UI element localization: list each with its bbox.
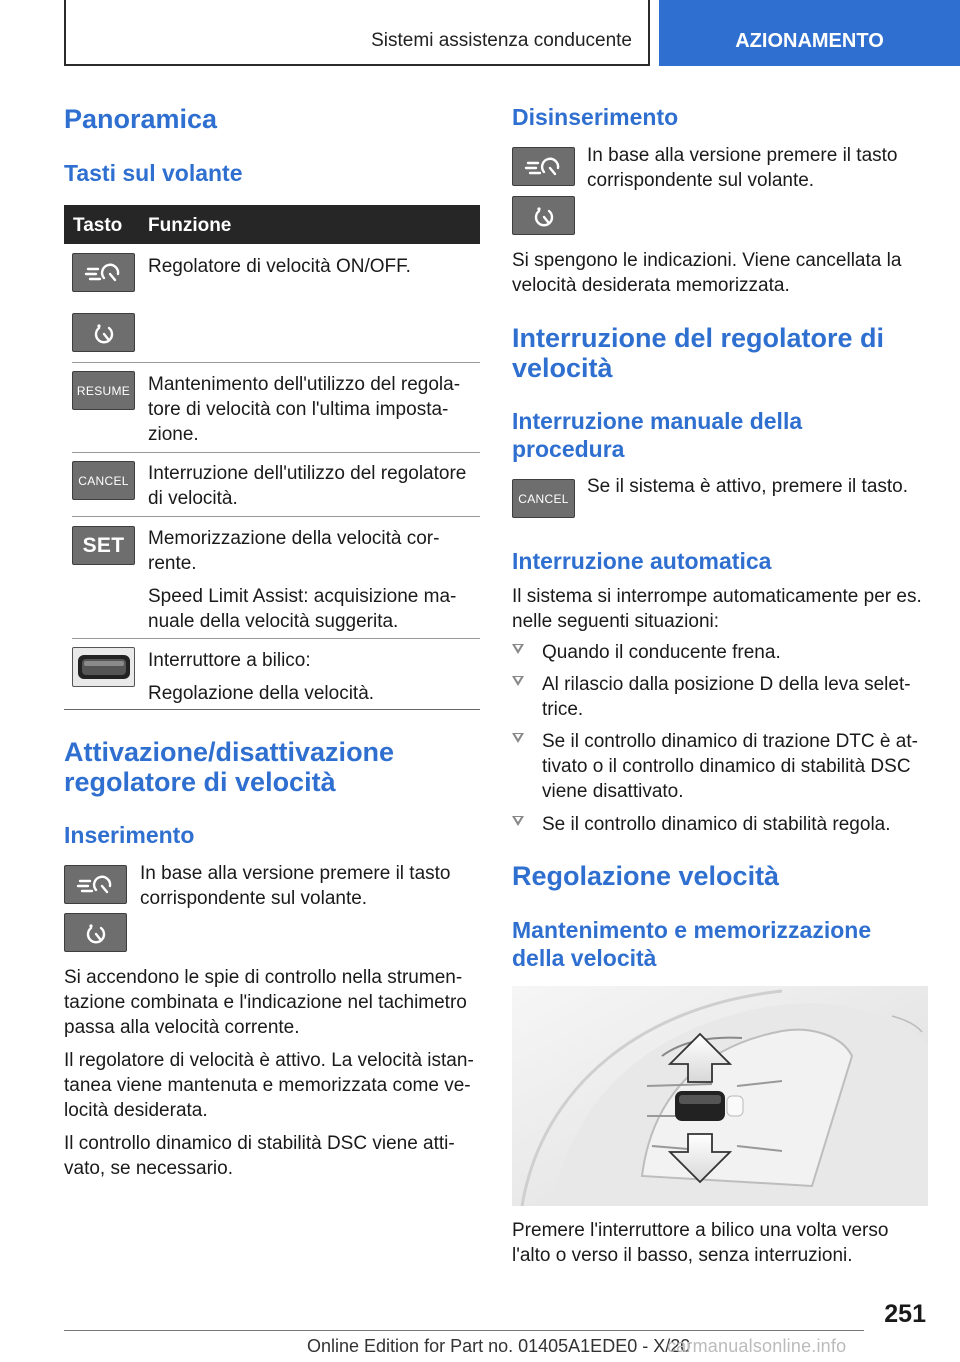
auto-paragraph — [512, 584, 932, 634]
instruction-line: corrispondente sul volante. — [140, 888, 368, 909]
subsection-title-manual — [512, 407, 802, 463]
header-chapter-label: AZIONAMENTO — [735, 30, 884, 52]
function-text: nuale della velocità suggerita. — [148, 611, 399, 632]
on-paragraph-3 — [64, 1131, 480, 1181]
list-item-text: viene disattivato. — [542, 781, 684, 802]
resume-key-icon — [72, 371, 135, 410]
subsection-title-line: procedura — [512, 436, 625, 462]
subsection-title-on: Inserimento — [64, 822, 195, 848]
list-item-text: trice. — [542, 699, 584, 720]
header-section-title: Sistemi assistenza conducente — [371, 30, 632, 51]
table-divider — [72, 452, 480, 453]
section-title-line: Attivazione/disattivazione — [64, 737, 395, 767]
caption-line: l'alto o verso il basso, senza interruzioni. — [512, 1245, 853, 1266]
list-item-text: tivato o il controllo dinamico di stabilità DSC — [542, 756, 911, 777]
on-instruction — [140, 861, 480, 911]
list-item — [512, 812, 932, 837]
paragraph-line: nelle seguenti situazioni: — [512, 611, 720, 632]
rocker-switch-icon — [72, 647, 135, 687]
subsection-title-line: Interruzione manuale della — [512, 408, 803, 434]
cruise-on-off-icon — [512, 147, 575, 186]
page-number: 251 — [884, 1300, 926, 1328]
table-divider — [72, 638, 480, 639]
photo-caption — [512, 1218, 932, 1268]
instruction-line: In base alla versione premere il tasto — [140, 863, 451, 884]
table-cell-function — [148, 526, 478, 634]
list-item — [512, 640, 932, 665]
resume-key-label: RESUME — [76, 383, 131, 398]
table-cell-function — [148, 372, 478, 447]
set-key-icon — [72, 526, 135, 565]
header-box — [64, 0, 650, 66]
instruction-line: In base alla versione premere il tasto — [587, 145, 898, 166]
function-text: Regolatore di velocità ON/OFF. — [148, 256, 411, 277]
section-title-speed-adjust: Regolazione velocità — [512, 861, 780, 891]
header-chapter-tab — [659, 0, 960, 66]
off-instruction — [587, 143, 927, 193]
bullet-triangle-icon — [512, 816, 524, 826]
paragraph-line: Il controllo dinamico di stabilità DSC viene atti- — [64, 1133, 455, 1154]
function-text: Mantenimento dell'utilizzo del regola- — [148, 374, 461, 395]
list-item-text: Quando il conducente frena. — [542, 642, 781, 663]
caption-line: Premere l'interruttore a bilico una volta verso — [512, 1220, 889, 1241]
paragraph-line: Si spengono le indicazioni. Viene cancellata la — [512, 250, 902, 271]
function-text: tore di velocità con l'ultima imposta- — [148, 399, 449, 420]
table-end-rule — [64, 709, 480, 710]
function-text: Regolazione della velocità. — [148, 683, 375, 704]
table-header — [64, 205, 480, 244]
paragraph-line: velocità desiderata memorizzata. — [512, 275, 790, 296]
subsection-title-line: Mantenimento e memorizzazione — [512, 917, 872, 943]
cancel-key-label: CANCEL — [518, 491, 569, 506]
list-item-text: Se il controllo dinamico di trazione DTC è at- — [542, 731, 918, 752]
steering-wheel-rocker-photo — [512, 986, 928, 1206]
paragraph-line: tanea viene mantenuta e memorizzata come ve- — [64, 1075, 471, 1096]
subsection-title-keep-speed — [512, 916, 871, 972]
manual-instruction: Se il sistema è attivo, premere il tasto. — [587, 476, 909, 497]
function-text: Memorizzazione della velocità cor- — [148, 528, 440, 549]
paragraph-line: passa alla velocità corrente. — [64, 1017, 300, 1038]
function-text: Interruzione dell'utilizzo del regolatore — [148, 463, 467, 484]
function-text: Speed Limit Assist: acquisizione ma- — [148, 586, 457, 607]
list-item — [512, 672, 932, 722]
bullet-triangle-icon — [512, 644, 524, 654]
function-text: rente. — [148, 553, 197, 574]
footer-rule — [64, 1330, 864, 1331]
table-cell-function — [148, 254, 478, 279]
speed-limiter-icon — [72, 313, 135, 352]
off-paragraph — [512, 248, 928, 298]
paragraph-line: Il regolatore di velocità è attivo. La velocità istan- — [64, 1050, 474, 1071]
cancel-key-icon — [512, 479, 575, 518]
table-cell-function — [148, 461, 478, 511]
subsection-title-auto: Interruzione automatica — [512, 548, 772, 574]
section-title-steering-keys: Tasti sul volante — [64, 160, 243, 186]
footer-edition: Online Edition for Part no. 01405A1EDE0 - X/20 — [307, 1336, 691, 1356]
section-title-line: velocità — [512, 353, 613, 383]
paragraph-line: vato, se necessario. — [64, 1158, 233, 1179]
instruction-line: corrispondente sul volante. — [587, 170, 815, 191]
paragraph-line: Si accendono le spie di controllo nella strumen- — [64, 967, 463, 988]
set-key-label: SET — [82, 533, 125, 557]
on-paragraph-2 — [64, 1048, 480, 1123]
subsection-title-line: della velocità — [512, 945, 657, 971]
paragraph-line: locità desiderata. — [64, 1100, 208, 1121]
paragraph-line: Il sistema si interrompe automaticamente per es. — [512, 586, 922, 607]
speed-limiter-icon — [512, 196, 575, 235]
table-divider — [72, 516, 480, 517]
on-paragraph-1 — [64, 965, 480, 1040]
table-divider — [72, 362, 480, 363]
table-header-key: Tasto — [73, 215, 123, 236]
bullet-triangle-icon — [512, 733, 524, 743]
page-title: Panoramica — [64, 104, 218, 134]
section-title-interruption — [512, 323, 884, 383]
list-item — [512, 729, 932, 804]
table-header-function: Funzione — [148, 215, 232, 236]
function-text: di velocità. — [148, 488, 238, 509]
cancel-key-label: CANCEL — [78, 473, 129, 488]
cancel-key-icon — [72, 461, 135, 500]
section-title-activation — [64, 737, 394, 797]
speed-limiter-icon — [64, 913, 127, 952]
function-text: zione. — [148, 424, 199, 445]
cruise-on-off-icon — [64, 865, 127, 904]
function-text: Interruttore a bilico: — [148, 650, 311, 671]
cruise-on-off-icon — [72, 253, 135, 292]
list-item-text: Se il controllo dinamico di stabilità regola. — [542, 814, 891, 835]
bullet-triangle-icon — [512, 676, 524, 686]
section-title-line: regolatore di velocità — [64, 767, 336, 797]
footer-watermark: carmanualsonline.info — [667, 1336, 847, 1356]
paragraph-line: tazione combinata e l'indicazione nel tachimetro — [64, 992, 467, 1013]
list-item-text: Al rilascio dalla posizione D della leva selet- — [542, 674, 911, 695]
subsection-title-off: Disinserimento — [512, 104, 679, 130]
table-cell-function — [148, 648, 478, 706]
section-title-line: Interruzione del regolatore di — [512, 323, 885, 353]
